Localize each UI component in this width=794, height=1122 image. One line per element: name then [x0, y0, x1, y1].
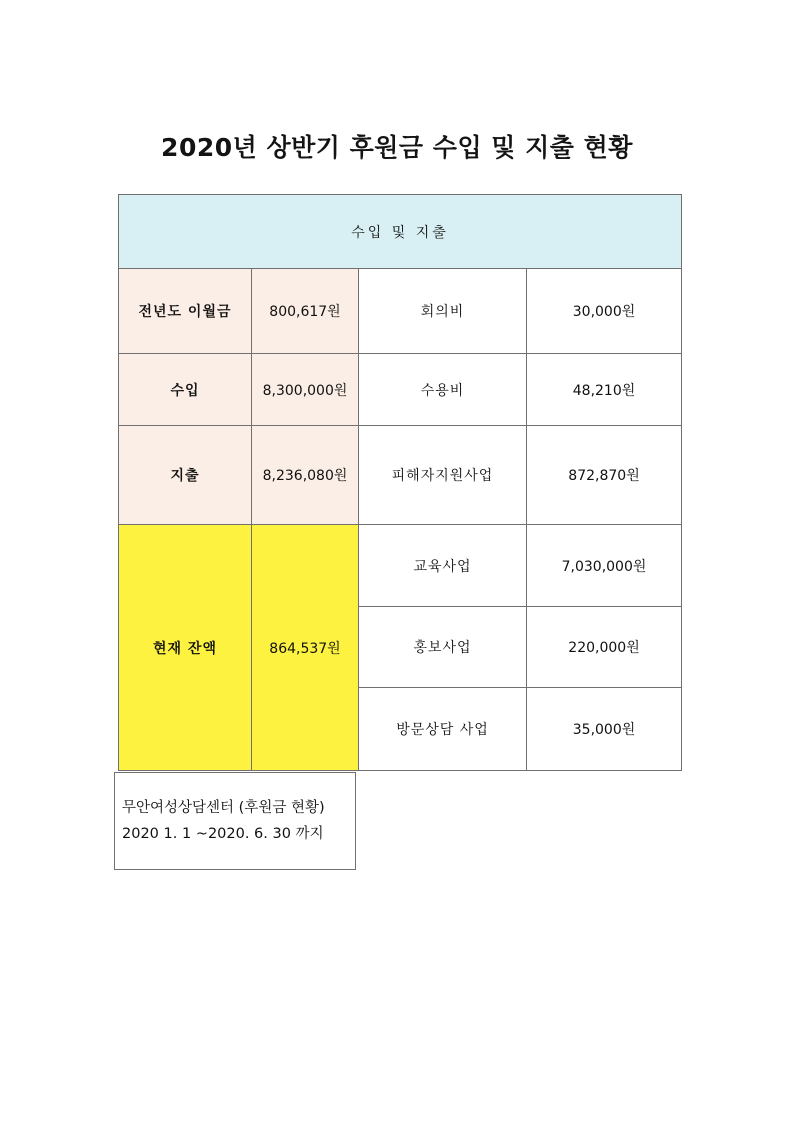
- balance-amount: 864,537원: [252, 525, 359, 771]
- expense-label: 방문상담 사업: [359, 688, 527, 771]
- note-organization: 무안여성상담센터 (후원금 현황): [122, 800, 325, 816]
- expenditure-label: 지출: [119, 426, 252, 525]
- expense-label: 회의비: [359, 269, 527, 354]
- expense-amount: 872,870원: [527, 426, 682, 525]
- carryover-amount: 800,617원: [252, 269, 359, 354]
- expense-amount: 7,030,000원: [527, 525, 682, 607]
- carryover-label: 전년도 이월금: [119, 269, 252, 354]
- expense-amount: 30,000원: [527, 269, 682, 354]
- expense-label: 피해자지원사업: [359, 426, 527, 525]
- table-row: [119, 426, 682, 525]
- expense-amount: 48,210원: [527, 354, 682, 426]
- balance-label: 현재 잔액: [119, 525, 252, 771]
- table-header: 수입 및 지출: [119, 195, 682, 269]
- expense-amount: 35,000원: [527, 688, 682, 771]
- table-header-row: [119, 195, 682, 269]
- income-expense-table: [118, 194, 682, 771]
- income-amount: 8,300,000원: [252, 354, 359, 426]
- note-period: 2020 1. 1 ~2020. 6. 30 까지: [122, 826, 324, 842]
- page-title: 2020년 상반기 후원금 수입 및 지출 현황: [161, 133, 633, 162]
- table-row: [119, 354, 682, 426]
- expenditure-amount: 8,236,080원: [252, 426, 359, 525]
- expense-amount: 220,000원: [527, 607, 682, 688]
- period-note-box: [114, 772, 356, 870]
- expense-label: 수용비: [359, 354, 527, 426]
- expense-label: 홍보사업: [359, 607, 527, 688]
- table-row: [119, 525, 682, 607]
- income-label: 수입: [119, 354, 252, 426]
- expense-label: 교육사업: [359, 525, 527, 607]
- table-row: [119, 269, 682, 354]
